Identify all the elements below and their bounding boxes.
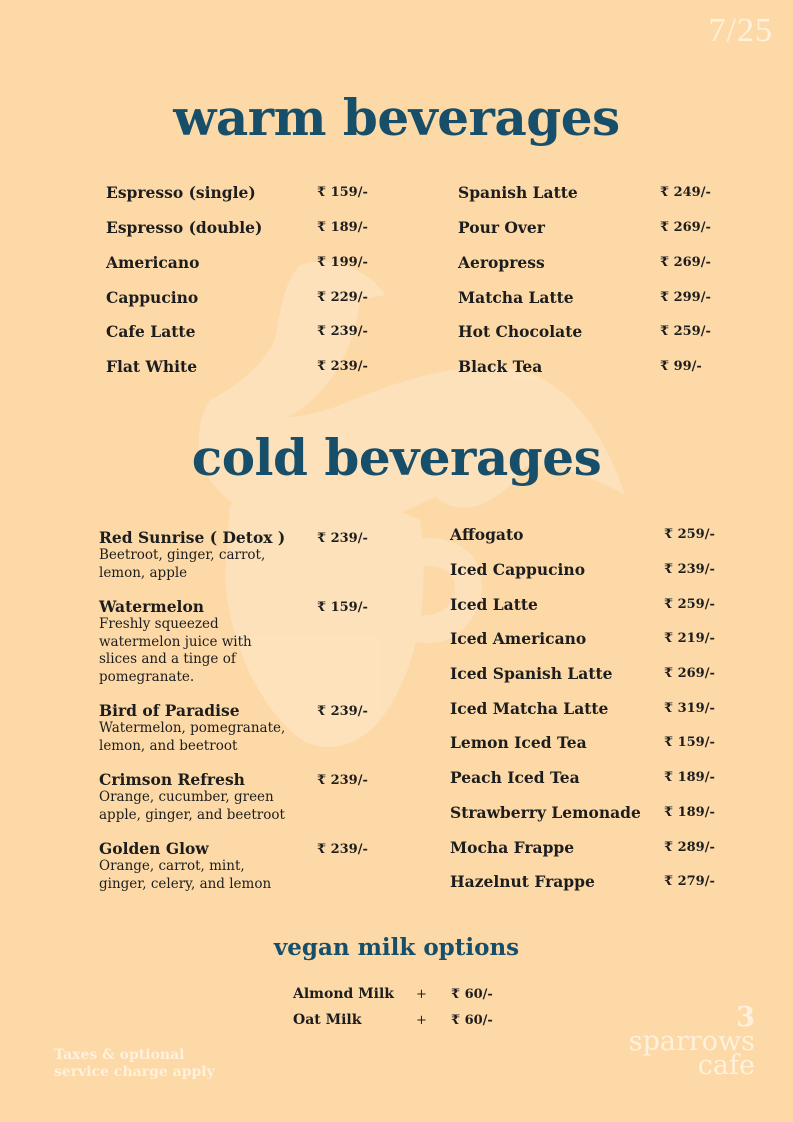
- menu-item-name: Lemon Iced Tea: [450, 733, 587, 752]
- menu-item-name: Cafe Latte: [106, 322, 196, 341]
- menu-item-price: ₹ 259/-: [664, 527, 715, 542]
- menu-item-name: Hazelnut Frappe: [450, 872, 595, 891]
- brand-line1: 3: [736, 1002, 755, 1033]
- vegan-item-name: Almond Milk: [293, 986, 395, 1002]
- warm-beverages-title: warm beverages: [173, 88, 620, 147]
- tax-note-line2: service charge apply: [54, 1064, 215, 1080]
- menu-item-name: Strawberry Lemonade: [450, 803, 641, 822]
- menu-item-name: Hot Chocolate: [458, 322, 583, 341]
- menu-item-name: Iced Matcha Latte: [450, 699, 609, 718]
- menu-item-price: ₹ 279/-: [664, 874, 715, 889]
- menu-item-name: Pour Over: [458, 218, 545, 237]
- menu-item-description: Orange, cucumber, green apple, ginger, and beetroot: [99, 789, 285, 823]
- tax-note-line1: Taxes & optional: [54, 1047, 185, 1063]
- menu-item-description: Freshly squeezed watermelon juice with slices and a tinge of pomegranate.: [99, 616, 252, 685]
- menu-item-name: Iced Cappucino: [450, 560, 586, 579]
- menu-item-name: Bird of Paradise: [99, 701, 240, 720]
- vegan-item-name: Oat Milk: [293, 1012, 362, 1028]
- menu-item-price: ₹ 289/-: [664, 840, 715, 855]
- menu-item-price: ₹ 239/-: [664, 562, 715, 577]
- menu-item-price: ₹ 189/-: [664, 770, 715, 785]
- cold-beverages-title: cold beverages: [191, 428, 602, 487]
- menu-item-price: ₹ 219/-: [664, 631, 715, 646]
- menu-item-description: Watermelon, pomegranate, lemon, and beetroot: [99, 720, 286, 754]
- menu-item-price: ₹ 239/-: [317, 324, 368, 339]
- menu-item-name: Mocha Frappe: [450, 838, 575, 857]
- menu-item-name: Peach Iced Tea: [450, 768, 580, 787]
- menu-item-price: ₹ 269/-: [660, 255, 711, 270]
- menu-item-price: ₹ 299/-: [660, 290, 711, 305]
- menu-item-price: ₹ 159/-: [317, 185, 368, 200]
- menu-item-name: Matcha Latte: [458, 288, 574, 307]
- tax-note: [54, 1047, 215, 1081]
- menu-item-name: Cappucino: [106, 288, 199, 307]
- menu-item-price: ₹ 319/-: [664, 701, 715, 716]
- menu-item-price: ₹ 159/-: [664, 735, 715, 750]
- menu-item-price: ₹ 259/-: [664, 597, 715, 612]
- brand-logo: [628, 1002, 755, 1081]
- menu-item-price: ₹ 269/-: [660, 220, 711, 235]
- menu-item-name: Espresso (double): [106, 218, 263, 237]
- menu-item-name: Espresso (single): [106, 183, 256, 202]
- menu-item-price: ₹ 239/-: [317, 359, 368, 374]
- menu-item-name: Golden Glow: [99, 839, 209, 858]
- menu-item-description: Beetroot, ginger, carrot, lemon, apple: [99, 547, 266, 581]
- menu-item-price: ₹ 159/-: [317, 600, 368, 615]
- menu-item-price: ₹ 239/-: [317, 531, 368, 546]
- brand-line2: sparrows: [628, 1026, 755, 1057]
- menu-item-price: ₹ 249/-: [660, 185, 711, 200]
- menu-item-name: Iced Latte: [450, 595, 538, 614]
- menu-item-price: ₹ 199/-: [317, 255, 368, 270]
- menu-item-name: Affogato: [450, 525, 524, 544]
- vegan-item-price: ₹ 60/-: [451, 987, 493, 1002]
- menu-item-price: ₹ 259/-: [660, 324, 711, 339]
- menu-item-price: ₹ 99/-: [660, 359, 702, 374]
- menu-item-price: ₹ 189/-: [664, 805, 715, 820]
- menu-item-name: Americano: [106, 253, 200, 272]
- menu-item-name: Spanish Latte: [458, 183, 578, 202]
- menu-item-price: ₹ 269/-: [664, 666, 715, 681]
- menu-item-price: ₹ 239/-: [317, 842, 368, 857]
- page-number: 7/25: [708, 12, 773, 49]
- menu-item-price: ₹ 229/-: [317, 290, 368, 305]
- menu-item-name: Red Sunrise ( Detox ): [99, 528, 286, 547]
- menu-item-price: ₹ 239/-: [317, 704, 368, 719]
- vegan-item-plus: +: [416, 987, 427, 1002]
- menu-item-description: Orange, carrot, mint, ginger, celery, and lemon: [99, 858, 272, 892]
- menu-item-name: Crimson Refresh: [99, 770, 245, 789]
- menu-item-name: Watermelon: [99, 597, 205, 616]
- vegan-milk-title: vegan milk options: [273, 934, 520, 961]
- vegan-item-plus: +: [416, 1013, 427, 1028]
- menu-item-price: ₹ 239/-: [317, 773, 368, 788]
- menu-item-name: Iced Spanish Latte: [450, 664, 613, 683]
- menu-item-name: Aeropress: [458, 253, 545, 272]
- menu-item-price: ₹ 189/-: [317, 220, 368, 235]
- brand-line3: cafe: [697, 1050, 755, 1081]
- vegan-item-price: ₹ 60/-: [451, 1013, 493, 1028]
- menu-item-name: Black Tea: [458, 357, 543, 376]
- menu-item-name: Iced Americano: [450, 629, 587, 648]
- menu-item-name: Flat White: [106, 357, 198, 376]
